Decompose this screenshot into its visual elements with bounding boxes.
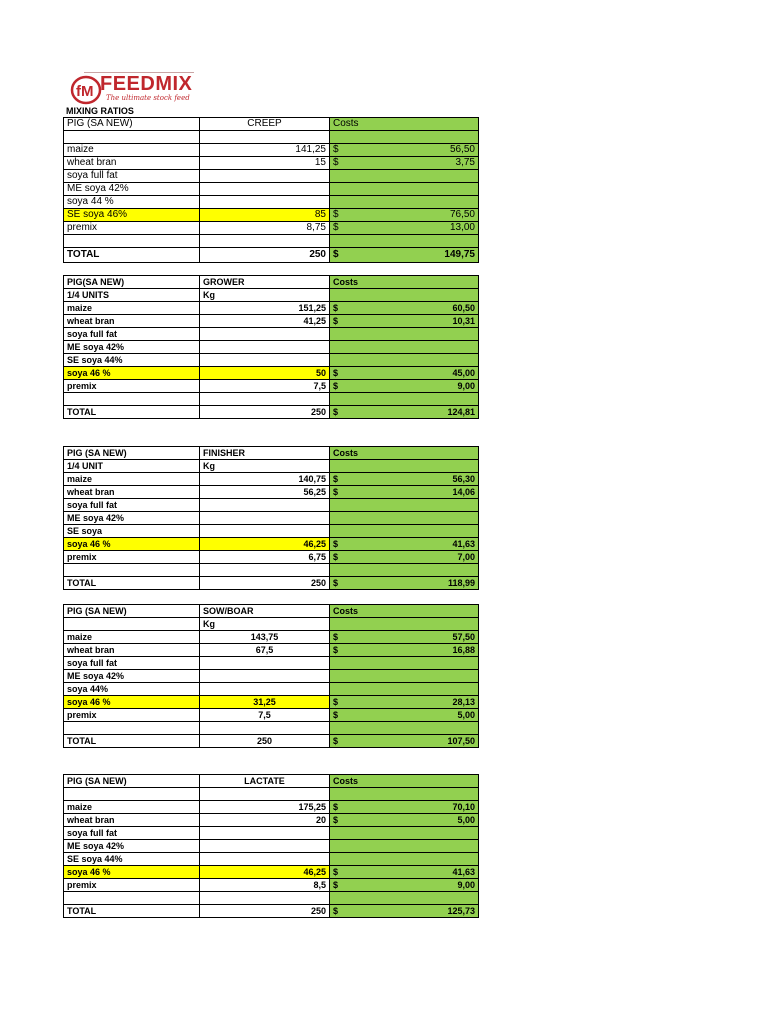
stage-label: SOW/BOAR (200, 605, 330, 618)
table-row (64, 512, 479, 525)
ingredient-name: wheat bran (64, 315, 200, 328)
ingredient-cost (330, 879, 479, 892)
svg-text:fM: fM (76, 83, 94, 100)
mix-table-grower (63, 275, 479, 419)
currency-symbol: $ (333, 867, 339, 877)
spacer-cell (200, 722, 330, 735)
ingredient-quantity: 175,25 (200, 801, 330, 814)
cost-value: 56,50 (449, 144, 475, 155)
currency-symbol: $ (333, 645, 339, 655)
ingredient-cost (330, 512, 479, 525)
cost-cell (330, 393, 479, 406)
currency-symbol: $ (333, 303, 339, 313)
total-cost (330, 735, 479, 748)
currency-symbol: $ (333, 880, 339, 890)
ingredient-quantity: 67,5 (200, 644, 330, 657)
ingredient-cost (330, 315, 479, 328)
table-row (64, 683, 479, 696)
table-row (64, 551, 479, 564)
currency-symbol: $ (333, 209, 339, 220)
ingredient-quantity: 7,5 (200, 709, 330, 722)
ingredient-name: maize (64, 801, 200, 814)
costs-header: Costs (330, 447, 479, 460)
unit-label (64, 618, 200, 631)
table-row (64, 354, 479, 367)
ingredient-quantity (200, 341, 330, 354)
logo-tagline: The ultimate stock feed (106, 94, 190, 102)
currency-symbol: $ (333, 249, 339, 260)
table-row (64, 315, 479, 328)
ingredient-name: premix (64, 551, 200, 564)
cost-value: 10,31 (452, 316, 475, 326)
table-header-row (64, 775, 479, 788)
ingredient-quantity: 7,5 (200, 380, 330, 393)
ingredient-name: SE soya 44% (64, 853, 200, 866)
ingredient-name: wheat bran (64, 157, 200, 170)
cost-value: 5,00 (457, 710, 475, 720)
mix-table-lactate (63, 774, 479, 918)
table-row (64, 696, 479, 709)
stage-label: LACTATE (200, 775, 330, 788)
total-row (64, 905, 479, 918)
spacer-cell (200, 235, 330, 248)
ingredient-quantity (200, 840, 330, 853)
ingredient-quantity (200, 499, 330, 512)
spacer-row (64, 393, 479, 406)
cost-cell (330, 892, 479, 905)
cost-cell (330, 564, 479, 577)
spacer-row (64, 564, 479, 577)
currency-symbol: $ (333, 697, 339, 707)
cost-cell (330, 235, 479, 248)
ingredient-quantity: 141,25 (200, 144, 330, 157)
unit-row (64, 289, 479, 302)
cost-value: 60,50 (452, 303, 475, 313)
table-row (64, 367, 479, 380)
ingredient-name: premix (64, 380, 200, 393)
ingredient-quantity: 41,25 (200, 315, 330, 328)
currency-symbol: $ (333, 316, 339, 326)
table-row (64, 866, 479, 879)
table-row (64, 670, 479, 683)
logo-brand: FEEDMIX (100, 73, 193, 95)
cost-cell (330, 618, 479, 631)
cost-value: 13,00 (449, 222, 475, 233)
ingredient-cost (330, 696, 479, 709)
cost-value: 9,00 (457, 381, 475, 391)
cost-value: 16,88 (452, 645, 475, 655)
table-header-row (64, 276, 479, 289)
ingredient-quantity: 46,25 (200, 538, 330, 551)
mix-table-finisher (63, 446, 479, 590)
table-row (64, 170, 479, 183)
ingredient-cost (330, 551, 479, 564)
total-cost (330, 577, 479, 590)
currency-symbol: $ (333, 474, 339, 484)
table-row (64, 328, 479, 341)
unit-row (64, 618, 479, 631)
costs-header: Costs (330, 605, 479, 618)
table-row (64, 827, 479, 840)
ingredient-name: premix (64, 709, 200, 722)
ingredient-cost (330, 302, 479, 315)
feedmix-logo (70, 72, 195, 106)
cost-value: 7,00 (457, 552, 475, 562)
ingredient-name: wheat bran (64, 486, 200, 499)
ingredient-cost (330, 709, 479, 722)
currency-symbol: $ (333, 802, 339, 812)
unit-value: Kg (200, 460, 330, 473)
ingredient-cost (330, 670, 479, 683)
total-cost (330, 406, 479, 419)
animal-label: PIG (SA NEW) (64, 118, 200, 131)
unit-row (64, 131, 479, 144)
currency-symbol: $ (333, 222, 339, 233)
unit-value: Kg (200, 618, 330, 631)
table-header-row (64, 605, 479, 618)
ingredient-name: soya 46 % (64, 538, 200, 551)
ingredient-quantity (200, 170, 330, 183)
ingredient-name: SE soya 44% (64, 354, 200, 367)
table-row (64, 814, 479, 827)
table-row (64, 209, 479, 222)
currency-symbol: $ (333, 552, 339, 562)
cost-value: 9,00 (457, 880, 475, 890)
costs-header: Costs (330, 118, 479, 131)
ingredient-quantity: 31,25 (200, 696, 330, 709)
cost-value: 57,50 (452, 632, 475, 642)
spacer-row (64, 892, 479, 905)
table-row (64, 341, 479, 354)
ingredient-cost (330, 840, 479, 853)
document-title: MIXING RATIOS (66, 106, 134, 116)
ingredient-cost (330, 170, 479, 183)
currency-symbol: $ (333, 144, 339, 155)
table-row (64, 196, 479, 209)
unit-label (64, 131, 200, 144)
ingredient-cost (330, 157, 479, 170)
cost-value: 41,63 (452, 867, 475, 877)
unit-label (64, 788, 200, 801)
ingredient-cost (330, 486, 479, 499)
unit-row (64, 460, 479, 473)
cost-cell (330, 460, 479, 473)
ingredient-cost (330, 196, 479, 209)
unit-label: 1/4 UNIT (64, 460, 200, 473)
cost-value: 3,75 (455, 157, 475, 168)
table-row (64, 631, 479, 644)
ingredient-cost (330, 354, 479, 367)
cost-value: 124,81 (447, 407, 475, 417)
currency-symbol: $ (333, 381, 339, 391)
currency-symbol: $ (333, 368, 339, 378)
ingredient-quantity: 50 (200, 367, 330, 380)
ingredient-cost (330, 209, 479, 222)
ingredient-quantity (200, 670, 330, 683)
ingredient-cost (330, 222, 479, 235)
ingredient-name: premix (64, 222, 200, 235)
ingredient-quantity (200, 827, 330, 840)
table-row (64, 840, 479, 853)
ingredient-name: soya 46 % (64, 696, 200, 709)
ingredient-quantity (200, 525, 330, 538)
ingredient-cost (330, 367, 479, 380)
ingredient-name: ME soya 42% (64, 512, 200, 525)
animal-label: PIG (SA NEW) (64, 447, 200, 460)
ingredient-quantity: 20 (200, 814, 330, 827)
ingredient-quantity (200, 328, 330, 341)
unit-label: 1/4 UNITS (64, 289, 200, 302)
currency-symbol: $ (333, 815, 339, 825)
total-quantity: 250 (200, 905, 330, 918)
ingredient-name: maize (64, 631, 200, 644)
currency-symbol: $ (333, 906, 339, 916)
table-row (64, 879, 479, 892)
mix-table-sow-boar (63, 604, 479, 748)
animal-label: PIG (SA NEW) (64, 775, 200, 788)
total-row (64, 248, 479, 263)
unit-value (200, 131, 330, 144)
table-row (64, 473, 479, 486)
ingredient-quantity: 46,25 (200, 866, 330, 879)
spacer-cell (64, 235, 200, 248)
table-row (64, 380, 479, 393)
cost-value: 28,13 (452, 697, 475, 707)
total-row (64, 735, 479, 748)
ingredient-quantity (200, 853, 330, 866)
table-row (64, 157, 479, 170)
cost-cell (330, 722, 479, 735)
ingredient-cost (330, 341, 479, 354)
table-header-row (64, 118, 479, 131)
ingredient-name: soya full fat (64, 657, 200, 670)
ingredient-cost (330, 144, 479, 157)
currency-symbol: $ (333, 487, 339, 497)
total-quantity: 250 (200, 735, 330, 748)
ingredient-quantity: 56,25 (200, 486, 330, 499)
cost-value: 5,00 (457, 815, 475, 825)
currency-symbol: $ (333, 578, 339, 588)
table-row (64, 499, 479, 512)
ingredient-name: maize (64, 473, 200, 486)
cost-cell (330, 131, 479, 144)
spacer-cell (64, 393, 200, 406)
currency-symbol: $ (333, 736, 339, 746)
currency-symbol: $ (333, 539, 339, 549)
ingredient-name: soya 44% (64, 683, 200, 696)
total-row (64, 406, 479, 419)
costs-header: Costs (330, 276, 479, 289)
cost-value: 56,30 (452, 474, 475, 484)
table-row (64, 644, 479, 657)
total-quantity: 250 (200, 248, 330, 263)
ingredient-cost (330, 853, 479, 866)
ingredient-name: soya 46 % (64, 367, 200, 380)
ingredient-name: soya 44 % (64, 196, 200, 209)
ingredient-cost (330, 473, 479, 486)
ingredient-name: ME soya 42% (64, 840, 200, 853)
cost-value: 149,75 (444, 249, 475, 260)
cost-value: 118,99 (447, 578, 475, 588)
ingredient-quantity: 15 (200, 157, 330, 170)
unit-row (64, 788, 479, 801)
table-row (64, 183, 479, 196)
ingredient-cost (330, 644, 479, 657)
ingredient-quantity: 6,75 (200, 551, 330, 564)
cost-value: 70,10 (452, 802, 475, 812)
ingredient-quantity: 143,75 (200, 631, 330, 644)
ingredient-quantity: 151,25 (200, 302, 330, 315)
cost-cell (330, 788, 479, 801)
ingredient-cost (330, 683, 479, 696)
ingredient-name: SE soya (64, 525, 200, 538)
ingredient-quantity (200, 183, 330, 196)
ingredient-name: wheat bran (64, 644, 200, 657)
cost-cell (330, 289, 479, 302)
spacer-cell (200, 892, 330, 905)
ingredient-quantity: 85 (200, 209, 330, 222)
total-label: TOTAL (64, 577, 200, 590)
spacer-cell (200, 393, 330, 406)
ingredient-cost (330, 380, 479, 393)
animal-label: PIG(SA NEW) (64, 276, 200, 289)
cost-value: 76,50 (449, 209, 475, 220)
table-row (64, 486, 479, 499)
currency-symbol: $ (333, 407, 339, 417)
table-row (64, 538, 479, 551)
cost-value: 107,50 (447, 736, 475, 746)
table-row (64, 525, 479, 538)
ingredient-name: soya full fat (64, 827, 200, 840)
costs-header: Costs (330, 775, 479, 788)
ingredient-quantity: 8,5 (200, 879, 330, 892)
currency-symbol: $ (333, 710, 339, 720)
stage-label: CREEP (200, 118, 330, 131)
ingredient-quantity (200, 657, 330, 670)
ingredient-cost (330, 499, 479, 512)
ingredient-cost (330, 657, 479, 670)
animal-label: PIG (SA NEW) (64, 605, 200, 618)
ingredient-name: ME soya 42% (64, 670, 200, 683)
total-label: TOTAL (64, 248, 200, 263)
spacer-row (64, 722, 479, 735)
total-quantity: 250 (200, 577, 330, 590)
ingredient-name: maize (64, 144, 200, 157)
ingredient-name: ME soya 42% (64, 341, 200, 354)
ingredient-name: soya full fat (64, 499, 200, 512)
cost-value: 125,73 (447, 906, 475, 916)
ingredient-quantity (200, 683, 330, 696)
unit-value (200, 788, 330, 801)
cost-value: 41,63 (452, 539, 475, 549)
spacer-cell (64, 722, 200, 735)
total-label: TOTAL (64, 905, 200, 918)
ingredient-cost (330, 328, 479, 341)
table-row (64, 302, 479, 315)
ingredient-quantity (200, 196, 330, 209)
ingredient-name: premix (64, 879, 200, 892)
total-label: TOTAL (64, 735, 200, 748)
spacer-cell (200, 564, 330, 577)
total-cost (330, 905, 479, 918)
table-row (64, 222, 479, 235)
stage-label: FINISHER (200, 447, 330, 460)
ingredient-name: ME soya 42% (64, 183, 200, 196)
table-row (64, 657, 479, 670)
ingredient-quantity: 140,75 (200, 473, 330, 486)
table-row (64, 709, 479, 722)
cost-value: 45,00 (452, 368, 475, 378)
stage-label: GROWER (200, 276, 330, 289)
ingredient-name: wheat bran (64, 814, 200, 827)
ingredient-cost (330, 827, 479, 840)
table-row (64, 853, 479, 866)
total-cost (330, 248, 479, 263)
total-quantity: 250 (200, 406, 330, 419)
ingredient-cost (330, 631, 479, 644)
unit-value: Kg (200, 289, 330, 302)
currency-symbol: $ (333, 632, 339, 642)
ingredient-name: soya 46 % (64, 866, 200, 879)
ingredient-quantity (200, 354, 330, 367)
spacer-row (64, 235, 479, 248)
total-label: TOTAL (64, 406, 200, 419)
feedmix-emblem-icon (70, 75, 103, 105)
ingredient-cost (330, 183, 479, 196)
ingredient-name: soya full fat (64, 170, 200, 183)
ingredient-cost (330, 538, 479, 551)
ingredient-name: SE soya 46% (64, 209, 200, 222)
currency-symbol: $ (333, 157, 339, 168)
ingredient-cost (330, 801, 479, 814)
ingredient-name: soya full fat (64, 328, 200, 341)
table-row (64, 144, 479, 157)
mix-table-creep (63, 117, 479, 263)
ingredient-cost (330, 525, 479, 538)
table-row (64, 801, 479, 814)
cost-value: 14,06 (452, 487, 475, 497)
spacer-cell (64, 564, 200, 577)
ingredient-name: maize (64, 302, 200, 315)
ingredient-quantity (200, 512, 330, 525)
total-row (64, 577, 479, 590)
table-header-row (64, 447, 479, 460)
ingredient-quantity: 8,75 (200, 222, 330, 235)
ingredient-cost (330, 866, 479, 879)
ingredient-cost (330, 814, 479, 827)
spacer-cell (64, 892, 200, 905)
